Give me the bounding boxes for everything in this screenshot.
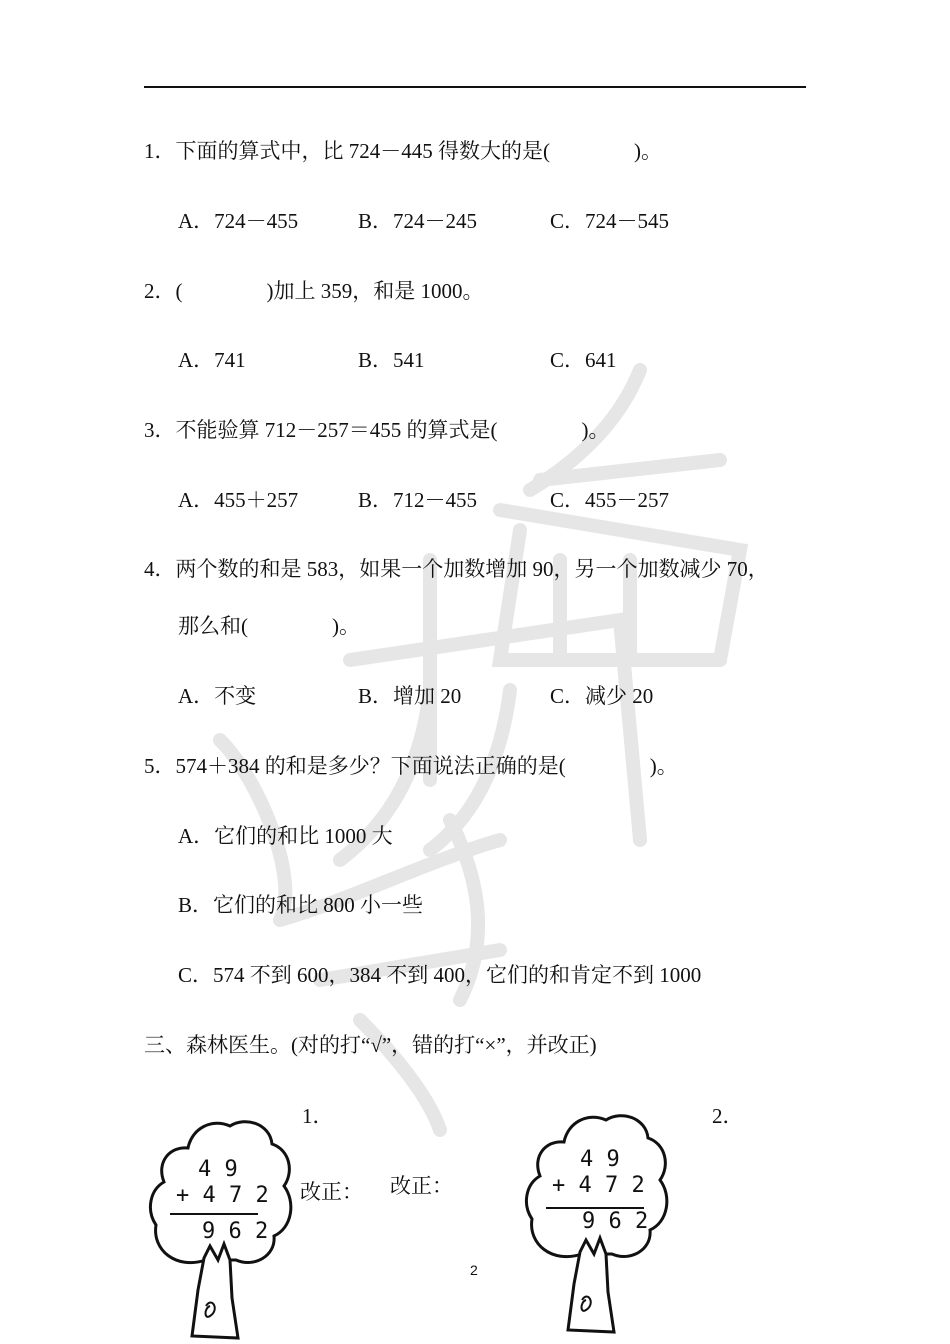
question-5: 5．574＋384 的和是多少？下面说法正确的是( )。 [144, 754, 678, 778]
q5-option-b: B．它们的和比 800 小一些 [178, 893, 424, 917]
tree-1-addend-2: + 4 7 2 [176, 1183, 269, 1208]
question-4: 4．两个数的和是 583，如果一个加数增加 90，另一个加数减少 70， [144, 557, 769, 581]
watermark-logo [200, 360, 800, 1140]
page-number: 2 [470, 1262, 478, 1278]
q1-option-c: C．724－545 [550, 209, 670, 233]
tree-1 [146, 1110, 296, 1344]
q2-option-c: C．641 [550, 348, 617, 372]
q1-option-a: A．724－455 [178, 209, 299, 233]
question-2: 2．( )加上 359，和是 1000。 [144, 279, 484, 303]
q4-option-a: A．不变 [178, 684, 257, 708]
q4-option-c: C．减少 20 [550, 684, 654, 708]
q3-option-b: B．712－455 [358, 488, 478, 512]
tree-2-addend-1: 4 9 [580, 1147, 620, 1172]
q2-option-b: B．541 [358, 348, 425, 372]
tree-2-sum: 9 6 2 [582, 1209, 649, 1234]
q4-option-b: B．增加 20 [358, 684, 462, 708]
q3-option-a: A．455＋257 [178, 488, 299, 512]
item-2-fix-label: 改正： [390, 1174, 453, 1198]
item-2-label: 2． [712, 1104, 744, 1128]
tree-1-sum: 9 6 2 [202, 1219, 269, 1244]
section-3-heading: 三、森林医生。(对的打“√”，错的打“×”，并改正) [144, 1033, 597, 1057]
q5-option-a: A．它们的和比 1000 大 [178, 824, 393, 848]
q2-option-a: A．741 [178, 348, 246, 372]
q5-option-c: C．574 不到 600，384 不到 400，它们的和肯定不到 1000 [178, 963, 702, 987]
q3-option-c: C．455－257 [550, 488, 670, 512]
tree-1-addend-1: 4 9 [198, 1157, 238, 1182]
tree-2 [522, 1104, 672, 1338]
item-1-label: 1． [302, 1104, 334, 1128]
q1-option-b: B．724－245 [358, 209, 478, 233]
question-4-continued: 那么和( )。 [178, 614, 360, 638]
question-1: 1．下面的算式中，比 724－445 得数大的是( )。 [144, 139, 662, 163]
question-3: 3．不能验算 712－257＝455 的算式是( )。 [144, 418, 610, 442]
item-1-fix-label: 改正： [300, 1180, 363, 1204]
tree-2-addend-2: + 4 7 2 [552, 1173, 645, 1198]
header-rule [144, 86, 806, 88]
